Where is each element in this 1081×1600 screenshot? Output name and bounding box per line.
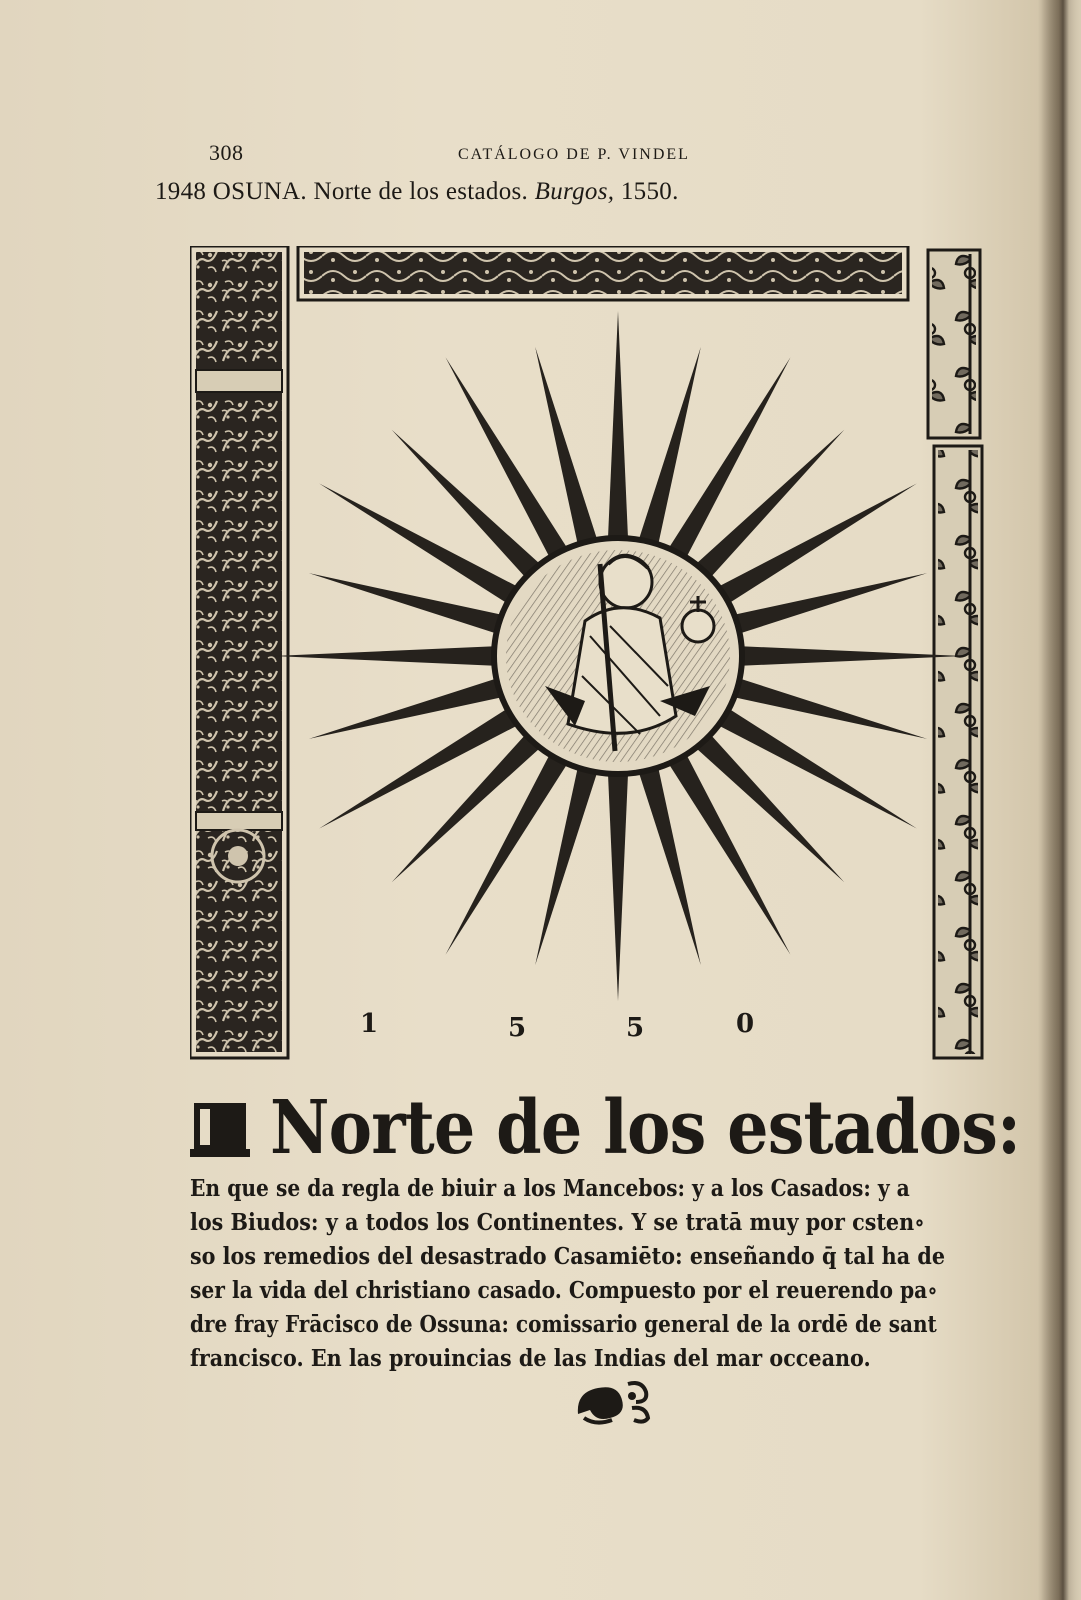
year-digit: 1 — [360, 1009, 379, 1039]
entry-title: Norte de los estados. — [313, 178, 529, 205]
sun-ray — [694, 430, 844, 580]
year-digit: 5 — [508, 1013, 527, 1043]
sun-ray — [715, 484, 917, 606]
entry-author: OSUNA. — [212, 178, 307, 205]
sun-medallion — [494, 538, 742, 774]
year-digit: 0 — [736, 1009, 755, 1039]
fleuron-ornament-icon — [572, 1374, 654, 1426]
page-number: 308 — [209, 140, 244, 165]
title-page-body — [190, 1172, 1010, 1376]
body-line: so los remedios del desastrado Casamiēto: enseñando q̄ tal ha de — [190, 1243, 945, 1270]
sun-ray — [273, 646, 500, 666]
title-page-title: Norte de los estados: — [270, 1085, 1021, 1171]
page-gutter-shadow — [1041, 0, 1081, 1600]
body-line: francisco. En las prouincias de las Indias del mar occeano. — [190, 1345, 871, 1372]
title-block — [190, 1083, 1021, 1173]
running-head: CATÁLOGO DE P. VINDEL — [458, 146, 690, 163]
entry-place: Burgos, — [534, 178, 615, 205]
left-ornamental-border — [190, 246, 288, 1058]
sun-ray — [446, 357, 568, 559]
body-line: los Biudos: y a todos los Continentes. Y se tratā muy por csten∘ — [190, 1209, 925, 1236]
sun-ray — [715, 706, 917, 828]
entry-year: 1550. — [620, 178, 679, 205]
sun-ray — [668, 753, 790, 955]
sun-ray — [392, 732, 542, 882]
woodcut-year — [360, 1009, 754, 1043]
sun-ray — [319, 484, 521, 606]
sun-ray — [392, 430, 542, 580]
top-ornamental-border — [298, 246, 908, 300]
sun-ray — [446, 753, 568, 955]
body-line: ser la vida del christiano casado. Compuesto por el reuerendo pa∘ — [190, 1277, 938, 1304]
sun-ray — [694, 732, 844, 882]
pilcrow-icon — [190, 1097, 254, 1159]
catalog-entry — [155, 178, 679, 206]
right-ornamental-border — [928, 250, 982, 1058]
entry-number: 1948 — [155, 178, 207, 205]
body-line: dre fray Frācisco de Ossuna: comissario general de la ordē de sant — [190, 1311, 937, 1338]
body-line: En que se da regla de biuir a los Mancebos: y a los Casados: y a — [190, 1175, 910, 1202]
sun-ray — [608, 311, 628, 538]
woodcut-illustration — [190, 246, 1008, 1086]
sun-ray — [736, 646, 963, 666]
sun-ray — [319, 706, 521, 828]
year-digit: 5 — [626, 1013, 645, 1043]
sun-ray — [608, 774, 628, 1001]
sun-ray — [668, 357, 790, 559]
